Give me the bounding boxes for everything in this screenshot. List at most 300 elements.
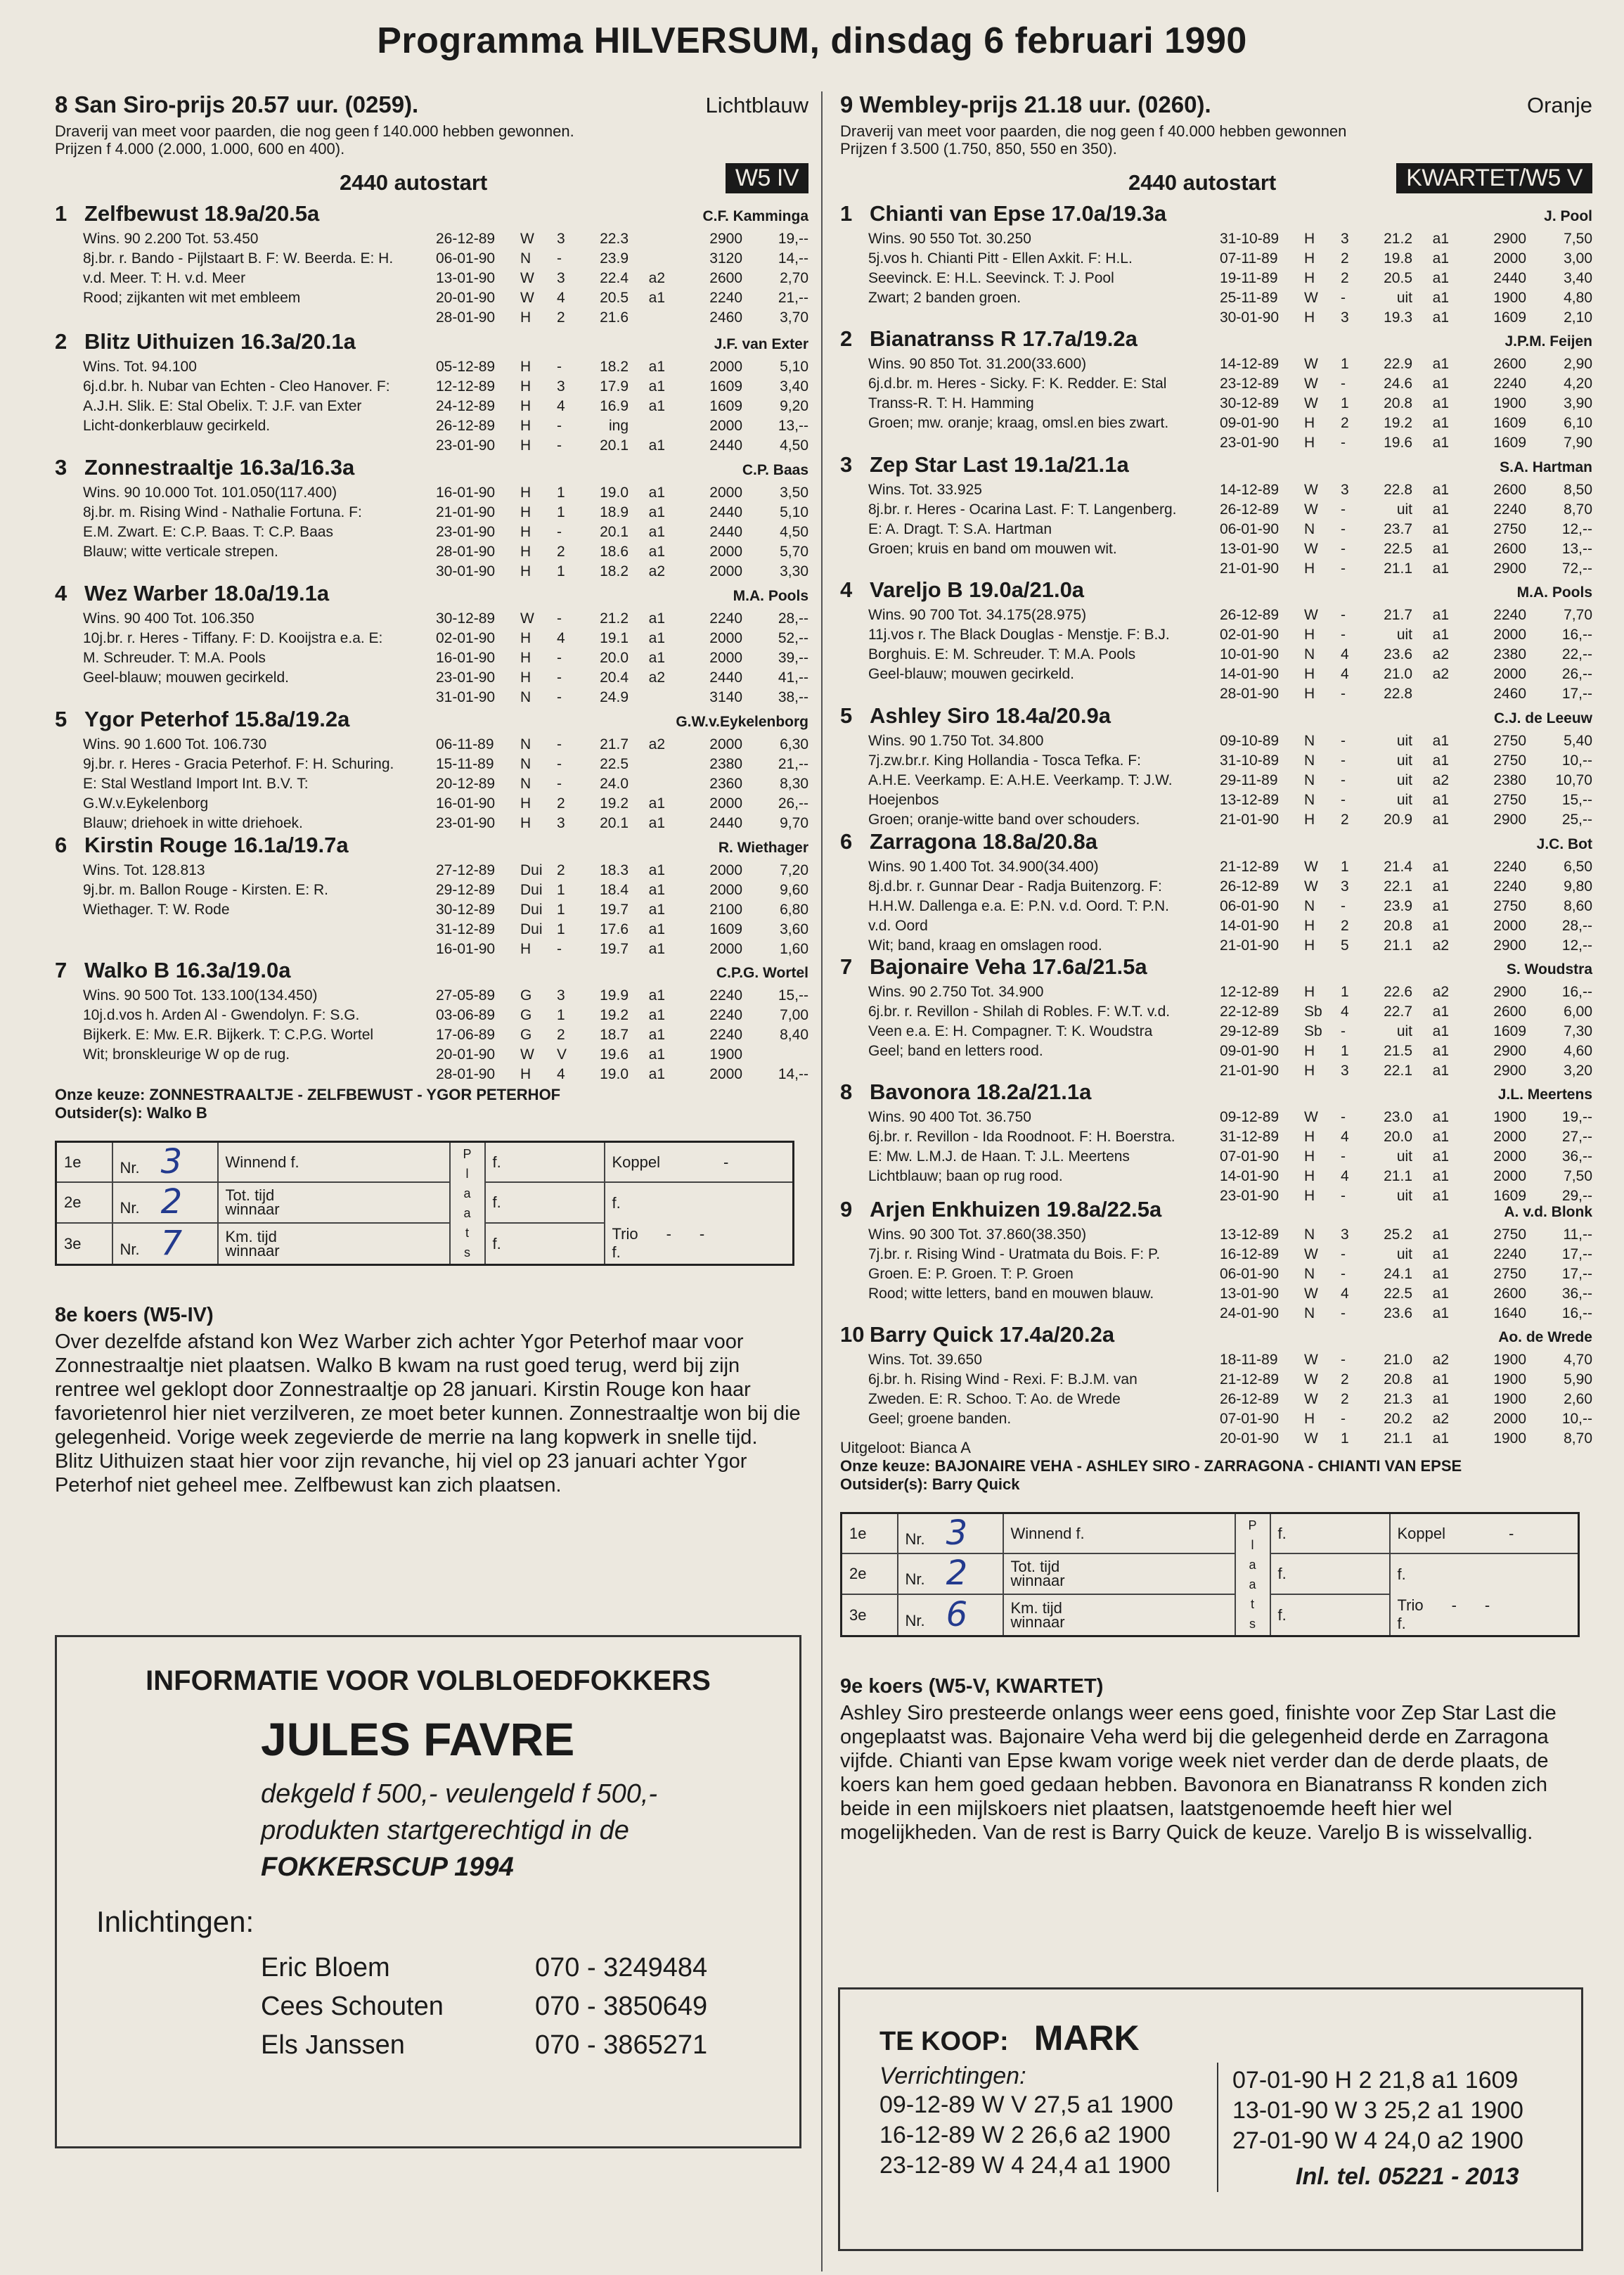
bet-type-badge: W5 IV bbox=[726, 163, 808, 193]
number-cell[interactable] bbox=[112, 1182, 218, 1223]
result-cell: 16.9 bbox=[600, 398, 629, 414]
payout-field[interactable]: f. bbox=[485, 1223, 605, 1264]
result-cell: 9,70 bbox=[780, 815, 808, 831]
trio-text: Trio bbox=[1397, 1596, 1424, 1615]
horse-entry bbox=[840, 452, 1592, 576]
result-cell: 30-12-89 bbox=[436, 610, 496, 627]
verrichting-row: 16-12-89 W 2 26,6 a2 1900 bbox=[879, 2122, 1171, 2148]
result-cell: 1900 bbox=[1493, 1391, 1526, 1407]
result-cell: 21-01-90 bbox=[1220, 812, 1280, 828]
result-cell: 22.1 bbox=[1384, 1063, 1412, 1079]
result-row bbox=[436, 920, 808, 940]
result-cell: 2440 bbox=[709, 504, 742, 520]
result-cell: H bbox=[520, 669, 531, 686]
result-row bbox=[1220, 1061, 1592, 1081]
recent-results bbox=[1220, 229, 1592, 328]
result-cell: 8,30 bbox=[780, 776, 808, 792]
result-cell: N bbox=[520, 689, 531, 705]
result-cell: - bbox=[557, 610, 562, 627]
result-row bbox=[1220, 374, 1592, 394]
result-cell: W bbox=[520, 231, 534, 247]
horse-body bbox=[55, 357, 808, 456]
result-cell: 09-01-90 bbox=[1220, 415, 1280, 431]
result-cell: 21,-- bbox=[778, 290, 808, 306]
result-cell: H bbox=[1304, 435, 1315, 451]
result-cell: N bbox=[1304, 772, 1315, 788]
trainer-name: C.P. Baas bbox=[742, 462, 808, 478]
result-cell: 41,-- bbox=[778, 669, 808, 686]
result-cell: 2600 bbox=[1493, 356, 1526, 372]
page-title: Programma HILVERSUM, dinsdag 6 februari 1990 bbox=[377, 20, 1247, 61]
result-cell: a1 bbox=[1432, 376, 1449, 392]
result-cell: 13,-- bbox=[778, 418, 808, 434]
result-cell: a1 bbox=[648, 882, 665, 898]
result-cell: a1 bbox=[1432, 1391, 1449, 1407]
number-cell[interactable] bbox=[898, 1594, 1003, 1636]
result-cell: - bbox=[1341, 290, 1346, 306]
handwritten-number: 3 bbox=[946, 1513, 968, 1553]
result-cell: - bbox=[1341, 1266, 1346, 1282]
result-cell: a1 bbox=[1432, 356, 1449, 372]
result-cell: 23-01-90 bbox=[436, 437, 496, 454]
horse-heading bbox=[840, 577, 1592, 605]
result-cell: W bbox=[1304, 607, 1318, 623]
result-cell: 2000 bbox=[709, 795, 742, 812]
handwritten-number: 2 bbox=[160, 1182, 183, 1222]
result-cell: - bbox=[557, 418, 562, 434]
result-cell: 1900 bbox=[1493, 395, 1526, 411]
result-cell: 2,90 bbox=[1564, 356, 1592, 372]
result-cell: 2 bbox=[1341, 1371, 1349, 1388]
number-cell[interactable] bbox=[898, 1553, 1003, 1594]
recent-results bbox=[1220, 354, 1592, 453]
result-cell: 14-01-90 bbox=[1220, 1168, 1280, 1184]
result-cell: 2440 bbox=[1493, 270, 1526, 286]
result-cell: 19,-- bbox=[778, 231, 808, 247]
result-cell: W bbox=[520, 290, 534, 306]
result-cell: 3 bbox=[557, 815, 565, 831]
result-cell: a1 bbox=[1432, 541, 1449, 557]
result-row bbox=[436, 609, 808, 629]
result-cell: - bbox=[557, 359, 562, 375]
result-row bbox=[1220, 897, 1592, 916]
result-cell: 3 bbox=[1341, 1063, 1349, 1079]
result-cell: 1 bbox=[1341, 1430, 1349, 1447]
bet-type-badge: KWARTET/W5 V bbox=[1396, 163, 1592, 193]
result-row bbox=[1220, 877, 1592, 897]
horse-name: Zelfbewust 18.9a/20.5a bbox=[84, 201, 320, 226]
result-cell: W bbox=[1304, 541, 1318, 557]
horse-body bbox=[55, 483, 808, 582]
number-cell[interactable] bbox=[112, 1142, 218, 1183]
result-cell: W bbox=[1304, 859, 1318, 875]
result-cell: 4 bbox=[1341, 646, 1349, 662]
result-cell: 21-01-90 bbox=[1220, 937, 1280, 954]
number-cell[interactable] bbox=[898, 1513, 1003, 1554]
result-cell: a1 bbox=[648, 1027, 665, 1043]
payout-field[interactable]: f. bbox=[485, 1142, 605, 1183]
result-cell: 4 bbox=[1341, 1286, 1349, 1302]
result-cell: H bbox=[1304, 415, 1315, 431]
result-cell: uit bbox=[1396, 627, 1412, 643]
result-cell: 2000 bbox=[709, 736, 742, 752]
koppel-label: Koppel bbox=[612, 1153, 661, 1171]
result-row bbox=[436, 900, 808, 920]
result-cell: 29-12-89 bbox=[436, 882, 496, 898]
result-cell: 26-12-89 bbox=[436, 418, 496, 434]
result-cell: H bbox=[1304, 231, 1315, 247]
advert-contacts bbox=[57, 1949, 799, 2065]
result-cell: - bbox=[1341, 898, 1346, 914]
advert-line-3: FOKKERSCUP 1994 bbox=[261, 1852, 514, 1882]
result-row bbox=[1220, 520, 1592, 539]
result-cell: 3,00 bbox=[1564, 250, 1592, 267]
result-cell: 21.6 bbox=[600, 309, 629, 326]
contact-phone: 070 - 3865271 bbox=[535, 2030, 708, 2060]
result-cell: 21.5 bbox=[1384, 1043, 1412, 1059]
result-row bbox=[1220, 1225, 1592, 1245]
result-cell: 24.1 bbox=[1384, 1266, 1412, 1282]
result-cell: 2460 bbox=[709, 309, 742, 326]
result-cell: W bbox=[1304, 1352, 1318, 1368]
result-cell: 3 bbox=[1341, 231, 1349, 247]
result-cell: 20.5 bbox=[600, 290, 629, 306]
result-cell: - bbox=[1341, 521, 1346, 537]
result-cell: 16,-- bbox=[1561, 627, 1592, 643]
trainer-name: S. Woudstra bbox=[1506, 961, 1592, 978]
result-row bbox=[1220, 731, 1592, 751]
start-distance: 2440 autostart bbox=[340, 170, 488, 195]
trio-cell[interactable] bbox=[605, 1223, 794, 1264]
advert-inlichtingen: Inlichtingen: bbox=[96, 1905, 254, 1938]
result-cell: H bbox=[1304, 1043, 1315, 1059]
result-cell: 2600 bbox=[1493, 541, 1526, 557]
horse-body bbox=[840, 857, 1592, 956]
result-row bbox=[436, 397, 808, 416]
result-cell: a1 bbox=[648, 902, 665, 918]
result-cell: - bbox=[1341, 1246, 1346, 1262]
result-cell: 02-01-90 bbox=[1220, 627, 1280, 643]
verrichting-row: 27-01-90 W 4 24,0 a2 1900 bbox=[1232, 2127, 1523, 2154]
result-cell: 22.7 bbox=[1384, 1004, 1412, 1020]
verrichting-row: 07-01-90 H 2 21,8 a1 1609 bbox=[1232, 2067, 1519, 2094]
koppel-cell[interactable] bbox=[1390, 1513, 1579, 1554]
result-cell: 1609 bbox=[709, 378, 742, 395]
result-cell: 21.1 bbox=[1384, 1168, 1412, 1184]
result-cell: a1 bbox=[648, 290, 665, 306]
column-divider bbox=[821, 91, 823, 2271]
horse-name: Bianatranss R 17.7a/19.2a bbox=[870, 326, 1138, 351]
result-cell: 1 bbox=[1341, 356, 1349, 372]
result-cell: 36,-- bbox=[1561, 1286, 1592, 1302]
horse-name: Zarragona 18.8a/20.8a bbox=[870, 829, 1097, 854]
result-cell: 18.9 bbox=[600, 504, 629, 520]
horse-name: Barry Quick 17.4a/20.2a bbox=[870, 1322, 1115, 1347]
trainer-name: J.L. Meertens bbox=[1497, 1087, 1592, 1103]
result-cell: 3 bbox=[1341, 1226, 1349, 1243]
horse-details: Wins. Tot. 128.813 9j.br. m. Ballon Rouge - Kirsten. E: R. Wiethager. T: W. Rode bbox=[83, 862, 328, 918]
result-cell: 2600 bbox=[1493, 482, 1526, 498]
result-cell: 30-12-89 bbox=[436, 902, 496, 918]
payout-field[interactable]: f. bbox=[485, 1182, 605, 1223]
result-row bbox=[1220, 249, 1592, 269]
advert-te-koop bbox=[838, 1987, 1583, 2251]
result-cell: 1 bbox=[1341, 395, 1349, 411]
grid-label: Tot. tijd winnaar bbox=[1003, 1553, 1235, 1594]
result-row bbox=[1220, 1167, 1592, 1186]
result-cell: uit bbox=[1396, 290, 1412, 306]
result-cell: 24.6 bbox=[1384, 376, 1412, 392]
result-cell: uit bbox=[1396, 1246, 1412, 1262]
result-row bbox=[436, 1065, 808, 1084]
race-8-column bbox=[55, 91, 808, 1497]
analysis-heading: 9e koers (W5-V, KWARTET) bbox=[840, 1675, 1104, 1698]
result-cell: H bbox=[1304, 309, 1315, 326]
result-cell: 2240 bbox=[1493, 1246, 1526, 1262]
horse-entry bbox=[840, 829, 1592, 953]
result-cell: 22.8 bbox=[1384, 482, 1412, 498]
trio-cell[interactable] bbox=[1390, 1594, 1579, 1636]
horse-entry bbox=[55, 958, 808, 1082]
result-cell: 4 bbox=[1341, 1004, 1349, 1020]
result-cell: H bbox=[1304, 1063, 1315, 1079]
result-row bbox=[1220, 810, 1592, 830]
result-cell: a2 bbox=[648, 563, 665, 579]
result-row bbox=[1220, 645, 1592, 665]
result-cell: G bbox=[520, 1007, 532, 1023]
result-cell: - bbox=[1341, 686, 1346, 702]
result-row bbox=[436, 308, 808, 328]
result-cell: H bbox=[520, 378, 531, 395]
result-cell: 31-12-89 bbox=[1220, 1129, 1280, 1145]
payout-field[interactable]: f. bbox=[1270, 1513, 1390, 1554]
result-cell: H bbox=[520, 650, 531, 666]
result-cell: 10-01-90 bbox=[1220, 646, 1280, 662]
result-cell: 07-01-90 bbox=[1220, 1148, 1280, 1165]
result-cell: 21-12-89 bbox=[1220, 859, 1280, 875]
trio-value: f. bbox=[612, 1243, 621, 1262]
result-cell: 19.0 bbox=[600, 485, 629, 501]
result-cell: a1 bbox=[1432, 1109, 1449, 1125]
result-cell: a1 bbox=[1432, 1188, 1449, 1204]
horse-details: Wins. 90 1.750 Tot. 34.800 7j.zw.br.r. King Hollandia - Tosca Tefka. F: A.H.E. Veerkamp. E: A.H.E. Veerkamp. T: J.W. Hoejenbos Groen; oranje-witte band over schouders. bbox=[868, 733, 1173, 828]
result-cell: 18.3 bbox=[600, 862, 629, 878]
trio-text: Trio bbox=[612, 1225, 638, 1243]
result-cell: 4,50 bbox=[780, 524, 808, 540]
te-koop-horse: MARK bbox=[1033, 2018, 1140, 2058]
result-cell: a1 bbox=[1432, 482, 1449, 498]
result-cell: N bbox=[520, 250, 531, 267]
result-cell: W bbox=[1304, 1286, 1318, 1302]
analysis-text: Over dezelfde afstand kon Wez Warber zich achter Ygor Peterhof maar voor Zonnestraaltje niet plaatsen. Walko B kwam na rust goed terug, werd bij zijn rentree wel geklopt door Zonnestraaltje op 28 januari. Kirstin Rouge kon haar favorietenrol hier niet verzilveren, ze moet beter kunnen. Zonnestraaltje won bij die gelegenheid. Vorige week zegevierde de merrie na lang kopwerk in snelle tijd. Blitz Uithuizen staat hier voor zijn revanche, hij viel op 23 januari achter Ygor Peterhof niet geheel mee. Zelfbewust kan zich plaatsen. bbox=[55, 1331, 801, 1497]
result-row bbox=[1220, 288, 1592, 308]
result-cell: 10,-- bbox=[1561, 1411, 1592, 1427]
result-cell: 20.9 bbox=[1384, 812, 1412, 828]
result-cell: 12,-- bbox=[1561, 937, 1592, 954]
result-cell: 7,00 bbox=[780, 1007, 808, 1023]
result-cell: a2 bbox=[648, 736, 665, 752]
horse-body bbox=[840, 354, 1592, 453]
result-row bbox=[1220, 354, 1592, 374]
result-cell: 07-11-89 bbox=[1220, 250, 1278, 267]
horse-name: Walko B 16.3a/19.0a bbox=[84, 958, 291, 982]
result-cell: 28-01-90 bbox=[436, 544, 496, 560]
result-cell: 4,80 bbox=[1564, 290, 1592, 306]
result-cell: a2 bbox=[1432, 937, 1449, 954]
result-cell: a1 bbox=[648, 1046, 665, 1063]
koppel-cell[interactable] bbox=[605, 1142, 794, 1183]
payout-field[interactable]: f. bbox=[1270, 1594, 1390, 1636]
result-cell: 06-01-90 bbox=[1220, 1266, 1280, 1282]
result-cell bbox=[629, 416, 665, 436]
result-cell: 1 bbox=[557, 882, 565, 898]
result-cell: - bbox=[1341, 627, 1346, 643]
trainer-name: J.P.M. Feijen bbox=[1504, 333, 1592, 350]
result-cell: 2000 bbox=[709, 485, 742, 501]
result-cell: 2000 bbox=[709, 544, 742, 560]
result-cell: 2900 bbox=[1493, 984, 1526, 1000]
result-row bbox=[1220, 480, 1592, 500]
result-cell: 23-01-90 bbox=[436, 669, 496, 686]
result-cell: 7,70 bbox=[1564, 607, 1592, 623]
result-cell: a2 bbox=[648, 669, 665, 686]
result-cell: 2,10 bbox=[1564, 309, 1592, 326]
result-cell: 2100 bbox=[709, 902, 742, 918]
plaats-label: P l a a t s bbox=[450, 1142, 485, 1265]
result-row bbox=[436, 861, 808, 880]
result-cell: 28,-- bbox=[778, 610, 808, 627]
horse-name: Chianti van Epse 17.0a/19.3a bbox=[870, 201, 1167, 226]
horse-body bbox=[840, 480, 1592, 579]
result-cell: a1 bbox=[648, 378, 665, 395]
result-cell: 1900 bbox=[1493, 290, 1526, 306]
result-cell: 21.0 bbox=[1384, 666, 1412, 682]
onze-keuze: Onze keuze: BAJONAIRE VEHA - ASHLEY SIRO - ZARRAGONA - CHIANTI VAN EPSE bbox=[840, 1457, 1462, 1475]
race-9-column bbox=[840, 91, 1592, 1845]
trainer-name: C.F. Kamminga bbox=[702, 208, 808, 224]
result-row bbox=[1220, 559, 1592, 579]
result-cell: 2440 bbox=[709, 437, 742, 454]
result-cell: H bbox=[1304, 1411, 1315, 1427]
horse-entry bbox=[55, 455, 808, 579]
result-cell: uit bbox=[1396, 501, 1412, 518]
result-cell: 39,-- bbox=[778, 650, 808, 666]
result-cell: N bbox=[520, 776, 531, 792]
result-cell: 4 bbox=[557, 1066, 565, 1082]
result-cell: 2000 bbox=[709, 418, 742, 434]
recent-results bbox=[1220, 480, 1592, 579]
result-cell: 31-01-90 bbox=[436, 689, 496, 705]
result-cell: H bbox=[1304, 686, 1315, 702]
result-cell: 28,-- bbox=[1561, 918, 1592, 934]
result-cell: - bbox=[557, 941, 562, 957]
dash: - bbox=[666, 1225, 671, 1243]
result-cell: 20.4 bbox=[600, 669, 629, 686]
result-cell: 1900 bbox=[709, 1046, 742, 1063]
result-cell: 23.0 bbox=[1384, 1109, 1412, 1125]
result-cell: 1 bbox=[557, 504, 565, 520]
recent-results bbox=[1220, 982, 1592, 1081]
result-cell: 6,50 bbox=[1564, 859, 1592, 875]
grid-label: Km. tijd winnaar bbox=[1003, 1594, 1235, 1636]
result-cell: 7,50 bbox=[1564, 231, 1592, 247]
result-cell: 7,90 bbox=[1564, 435, 1592, 451]
result-cell: 17.9 bbox=[600, 378, 629, 395]
koppel-value[interactable]: f. bbox=[605, 1182, 794, 1223]
koppel-value[interactable]: f. bbox=[1390, 1553, 1579, 1594]
horse-name: Ygor Peterhof 15.8a/19.2a bbox=[84, 707, 350, 731]
horse-details: Wins. 90 2.750 Tot. 34.900 6j.br. r. Revillon - Shilah di Robles. F: W.T. v.d. Veen e.a. E: H. Compagner. T: K. Woudstra Geel; band en letters rood. bbox=[868, 984, 1171, 1059]
result-cell: H bbox=[520, 1066, 531, 1082]
results-grid bbox=[840, 1512, 1580, 1637]
horse-body bbox=[840, 731, 1592, 830]
result-cell: a1 bbox=[1432, 435, 1449, 451]
payout-field[interactable]: f. bbox=[1270, 1553, 1390, 1594]
horse-name: Kirstin Rouge 16.1a/19.7a bbox=[84, 833, 349, 857]
result-cell: 1609 bbox=[1493, 1023, 1526, 1039]
horse-details: Wins. Tot. 39.650 6j.br. h. Rising Wind - Rexi. F: B.J.M. van Zweden. E: R. Schoo. T: Ao. de Wrede Geel; groene banden. bbox=[868, 1352, 1138, 1427]
race-conditions: Draverij van meet voor paarden, die nog geen f 40.000 hebben gewonnen Prijzen f 3.500 (1.750, 850, 550 en 350). bbox=[840, 122, 1347, 158]
result-cell: 06-01-90 bbox=[1220, 898, 1280, 914]
result-cell: 20.8 bbox=[1384, 395, 1412, 411]
result-cell: 3,60 bbox=[780, 921, 808, 937]
horse-heading bbox=[55, 201, 808, 229]
result-cell: a1 bbox=[648, 921, 665, 937]
horse-name: Bajonaire Veha 17.6a/21.5a bbox=[870, 954, 1147, 979]
result-cell: 23-01-90 bbox=[436, 524, 496, 540]
result-cell: 4 bbox=[557, 290, 565, 306]
result-cell: N bbox=[520, 736, 531, 752]
contact-row bbox=[261, 2026, 799, 2065]
result-cell: 2000 bbox=[709, 862, 742, 878]
contact-row bbox=[261, 1987, 799, 2026]
result-cell: a2 bbox=[1432, 646, 1449, 662]
trio-label bbox=[1398, 1596, 1571, 1615]
nr-label: Nr. bbox=[905, 1611, 925, 1629]
result-cell: 1 bbox=[557, 921, 565, 937]
number-cell[interactable] bbox=[112, 1223, 218, 1264]
result-cell: 4,20 bbox=[1564, 376, 1592, 392]
result-cell: a1 bbox=[648, 524, 665, 540]
horse-number: 5 bbox=[840, 703, 853, 728]
horse-heading bbox=[55, 833, 808, 861]
result-row bbox=[1220, 790, 1592, 810]
result-cell: 20.1 bbox=[600, 815, 629, 831]
result-cell: 2750 bbox=[1493, 733, 1526, 749]
place-label: 1e bbox=[842, 1513, 898, 1554]
horse-number: 3 bbox=[840, 452, 853, 477]
result-cell: a1 bbox=[1432, 231, 1449, 247]
result-cell: 4,60 bbox=[1564, 1043, 1592, 1059]
result-cell: 3120 bbox=[709, 250, 742, 267]
result-cell: W bbox=[520, 1046, 534, 1063]
place-label: 1e bbox=[56, 1142, 112, 1183]
result-cell: W bbox=[520, 610, 534, 627]
result-cell: 2240 bbox=[1493, 376, 1526, 392]
result-cell: 21-01-90 bbox=[1220, 560, 1280, 577]
result-cell: 2,70 bbox=[780, 270, 808, 286]
result-row bbox=[436, 735, 808, 755]
result-cell: a1 bbox=[1432, 1129, 1449, 1145]
result-cell: Dui bbox=[520, 882, 543, 898]
nr-label: Nr. bbox=[120, 1199, 140, 1217]
horse-number: 4 bbox=[55, 581, 67, 605]
result-cell: 21-12-89 bbox=[1220, 1371, 1280, 1388]
result-cell: 09-10-89 bbox=[1220, 733, 1280, 749]
result-cell: a1 bbox=[648, 630, 665, 646]
horse-number: 6 bbox=[840, 829, 853, 854]
result-cell: 10,70 bbox=[1555, 772, 1592, 788]
